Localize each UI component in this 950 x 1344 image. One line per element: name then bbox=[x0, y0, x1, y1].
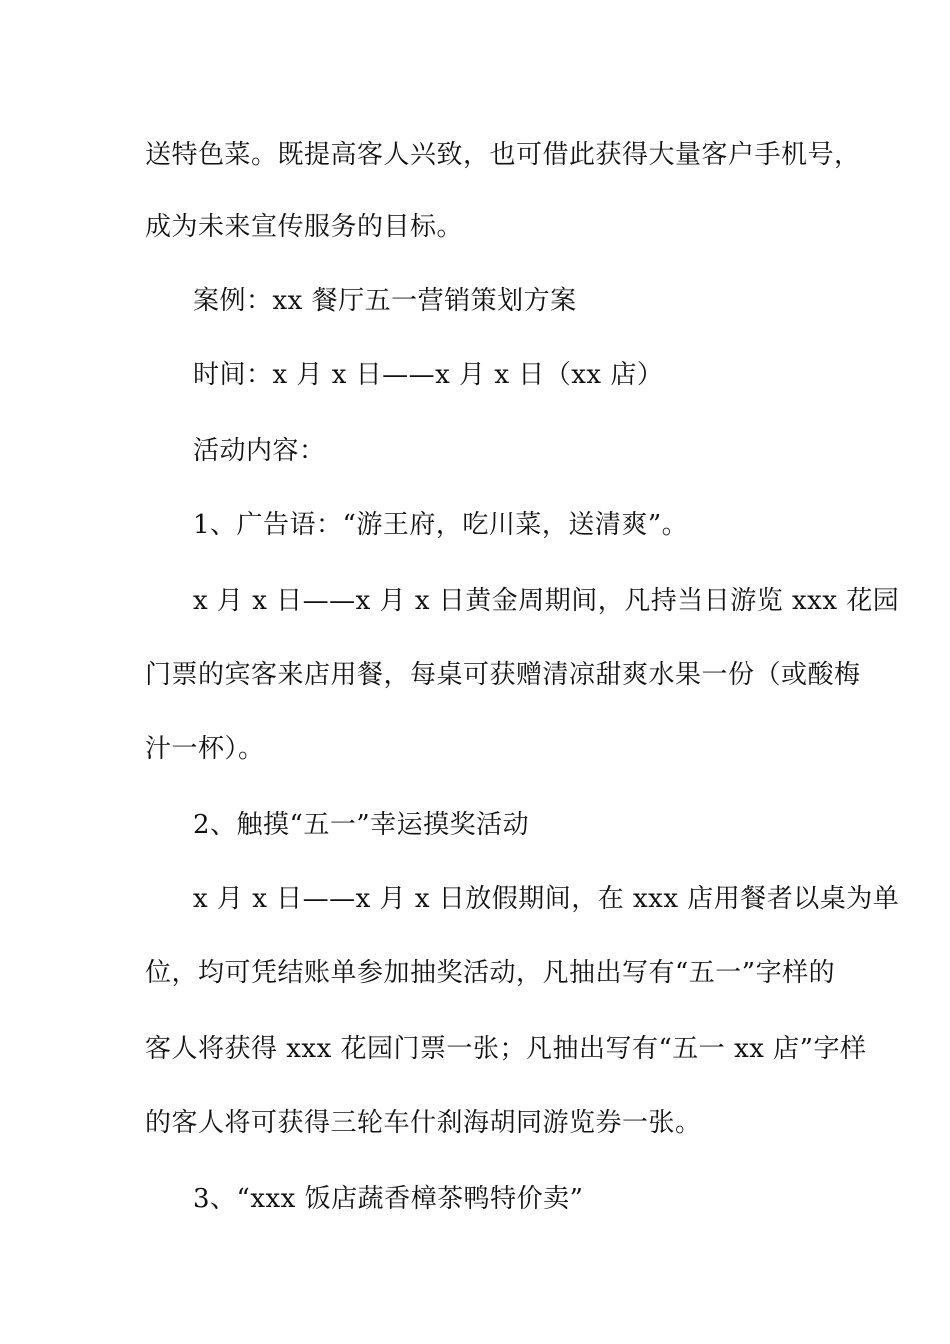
paragraph-line: 成为未来宣传服务的目标。 bbox=[145, 212, 464, 242]
item-heading: 3、“xxx 饭店蔬香樟茶鸭特价卖” bbox=[193, 1184, 584, 1214]
paragraph-line: 送特色菜。既提高客人兴致，也可借此获得大量客户手机号， bbox=[145, 140, 861, 170]
item-heading: 2、触摸“五一”幸运摸奖活动 bbox=[193, 810, 530, 840]
paragraph-line: 位，均可凭结账单参加抽奖活动，凡抽出写有“五一”字样的 bbox=[145, 958, 836, 988]
paragraph-line: 汁一杯）。 bbox=[145, 734, 265, 764]
paragraph-line: x 月 x 日——x 月 x 日黄金周期间，凡持当日游览 xxx 花园 bbox=[193, 586, 900, 616]
item-heading: 1、广告语：“游王府，吃川菜，送清爽”。 bbox=[193, 510, 689, 540]
paragraph-line: x 月 x 日——x 月 x 日放假期间，在 xxx 店用餐者以桌为单 bbox=[193, 884, 900, 914]
paragraph-line: 的客人将可获得三轮车什刹海胡同游览券一张。 bbox=[145, 1108, 702, 1138]
paragraph-line: 客人将获得 xxx 花园门票一张；凡抽出写有“五一 xx 店”字样 bbox=[145, 1034, 867, 1064]
case-title: 案例：xx 餐厅五一营销策划方案 bbox=[193, 286, 577, 316]
time-line: 时间：x 月 x 日——x 月 x 日（xx 店） bbox=[193, 360, 664, 390]
paragraph-line: 门票的宾客来店用餐，每桌可获赠清凉甜爽水果一份（或酸梅 bbox=[145, 660, 861, 690]
section-heading: 活动内容： bbox=[193, 436, 326, 466]
